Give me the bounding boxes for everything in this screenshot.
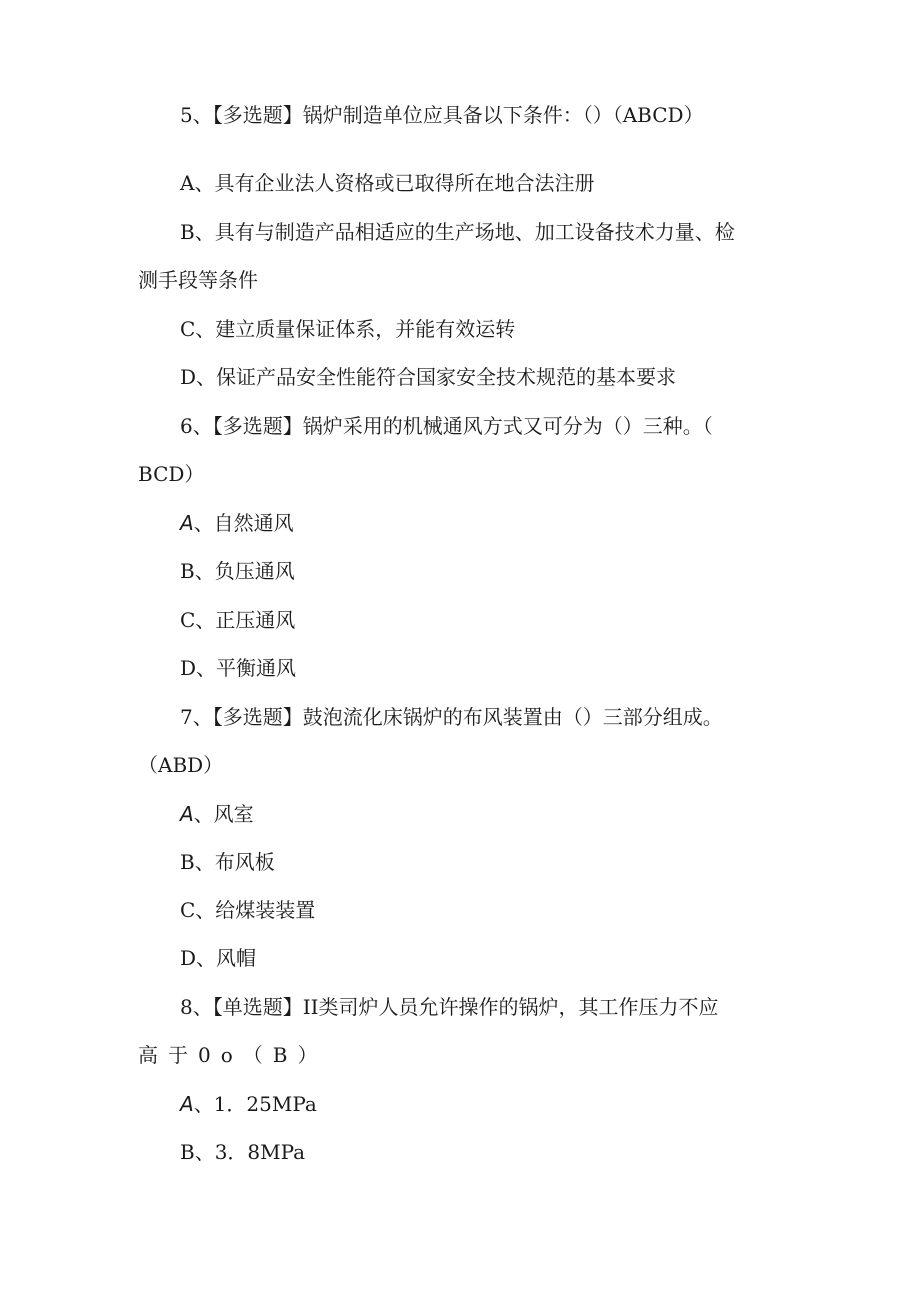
question-8-stem-continued: 高于0o（B） [138,1043,328,1067]
question-8-option-b: B、3．8MPa [180,1140,306,1164]
question-6-option-b: B、负压通风 [180,559,295,583]
question-7-option-a [180,802,254,826]
question-6-option-c: C、正压通风 [180,608,296,632]
question-7-option-c: C、给煤装装置 [180,898,316,922]
question-5-stem: 5、【多选题】锅炉制造单位应具备以下条件：（）（ABCD） [180,103,704,127]
question-7-option-d: D、风帽 [180,946,257,970]
question-8-option-a [180,1092,317,1116]
question-7-stem: 7、【多选题】鼓泡流化床锅炉的布风装置由（）三部分组成。 [180,705,723,729]
option-letter: A [180,511,194,535]
question-7-stem-continued: （ABD） [138,753,224,777]
option-text: 、风室 [193,802,254,826]
question-5-option-d: D、保证产品安全性能符合国家安全技术规范的基本要求 [180,365,677,389]
question-5-option-b: B、具有与制造产品相适应的生产场地、加工设备技术力量、检 [180,220,735,244]
question-6-stem: 6、【多选题】锅炉采用的机械通风方式又可分为（）三种。（ [180,414,713,438]
question-8-stem: 8、【单选题】II类司炉人员允许操作的锅炉，其工作压力不应 [180,995,719,1019]
question-6-option-a [180,511,294,535]
question-6-stem-continued: BCD） [138,462,205,486]
question-5-option-c: C、建立质量保证体系，并能有效运转 [180,317,516,341]
option-letter: A [180,802,194,826]
option-letter: A [180,1092,194,1116]
option-text: 、1．25MPa [193,1092,317,1116]
option-text: 、自然通风 [193,511,294,535]
question-5-option-b-continued: 测手段等条件 [138,268,258,292]
question-6-option-d: D、平衡通风 [180,656,297,680]
question-7-option-b: B、布风板 [180,850,275,874]
question-5-option-a: A、具有企业法人资格或已取得所在地合法注册 [180,171,595,195]
